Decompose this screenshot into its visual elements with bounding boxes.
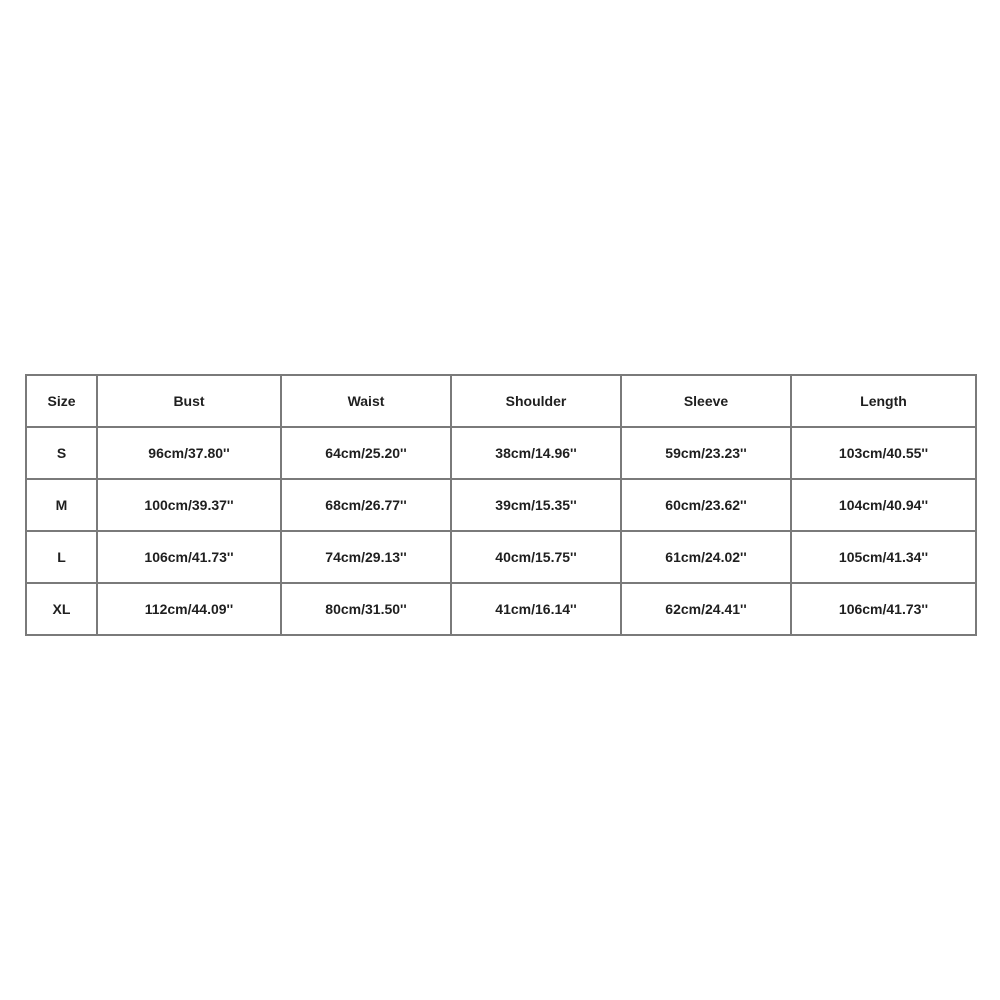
sleeve-cell: 62cm/24.41''	[621, 583, 791, 635]
sleeve-cell: 60cm/23.62''	[621, 479, 791, 531]
header-cell-length: Length	[791, 375, 976, 427]
sleeve-cell: 59cm/23.23''	[621, 427, 791, 479]
length-cell: 105cm/41.34''	[791, 531, 976, 583]
size-cell: XL	[26, 583, 97, 635]
size-cell: S	[26, 427, 97, 479]
shoulder-cell: 40cm/15.75''	[451, 531, 621, 583]
length-cell: 103cm/40.55''	[791, 427, 976, 479]
shoulder-cell: 41cm/16.14''	[451, 583, 621, 635]
sleeve-cell: 61cm/24.02''	[621, 531, 791, 583]
size-cell: L	[26, 531, 97, 583]
table-header-row	[26, 375, 976, 427]
waist-cell: 68cm/26.77''	[281, 479, 451, 531]
size-cell: M	[26, 479, 97, 531]
header-cell-waist: Waist	[281, 375, 451, 427]
waist-cell: 80cm/31.50''	[281, 583, 451, 635]
shoulder-cell: 38cm/14.96''	[451, 427, 621, 479]
bust-cell: 96cm/37.80''	[97, 427, 281, 479]
header-cell-sleeve: Sleeve	[621, 375, 791, 427]
header-cell-bust: Bust	[97, 375, 281, 427]
waist-cell: 64cm/25.20''	[281, 427, 451, 479]
waist-cell: 74cm/29.13''	[281, 531, 451, 583]
size-chart-table	[25, 374, 977, 636]
shoulder-cell: 39cm/15.35''	[451, 479, 621, 531]
bust-cell: 112cm/44.09''	[97, 583, 281, 635]
table-row	[26, 531, 976, 583]
table-row	[26, 583, 976, 635]
bust-cell: 100cm/39.37''	[97, 479, 281, 531]
table-row	[26, 427, 976, 479]
length-cell: 104cm/40.94''	[791, 479, 976, 531]
header-cell-size: Size	[26, 375, 97, 427]
bust-cell: 106cm/41.73''	[97, 531, 281, 583]
length-cell: 106cm/41.73''	[791, 583, 976, 635]
table-row	[26, 479, 976, 531]
header-cell-shoulder: Shoulder	[451, 375, 621, 427]
